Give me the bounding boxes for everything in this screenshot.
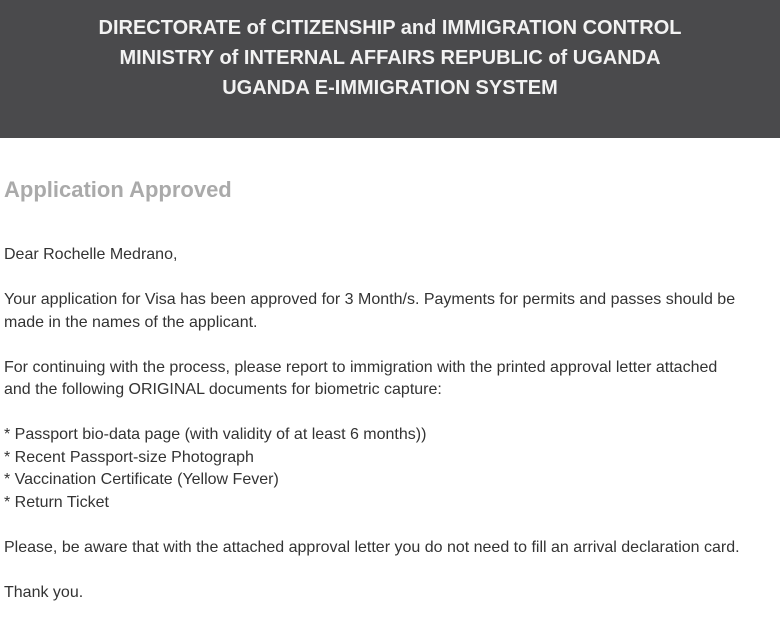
- documents-list: [4, 424, 744, 514]
- document-item: * Vaccination Certificate (Yellow Fever): [4, 471, 279, 488]
- document-item: * Return Ticket: [4, 493, 109, 511]
- approval-paragraph: Your application for Visa has been approved for 3 Month/s. Payments for permits and passes should be made in the names of the applicant.: [4, 291, 736, 331]
- email-body: [4, 244, 744, 604]
- instructions-paragraph: For continuing with the process, please report to immigration with the printed approval letter attached and the following ORIGINAL documents for biometric capture:: [4, 358, 718, 398]
- header-line-system: UGANDA E-IMMIGRATION SYSTEM: [222, 77, 558, 99]
- document-item: * Recent Passport-size Photograph: [4, 448, 254, 466]
- closing: Thank you.: [4, 583, 84, 601]
- page-title: Application Approved: [4, 177, 232, 202]
- document-item: * Passport bio-data page (with validity of at least 6 months)): [4, 426, 427, 443]
- email-header: [0, 0, 780, 138]
- notice-paragraph: Please, be aware that with the attached approval letter you do not need to fill an arrival declaration card.: [4, 538, 740, 556]
- header-line-directorate: DIRECTORATE of CITIZENSHIP and IMMIGRATION CONTROL: [98, 17, 682, 39]
- header-line-ministry: MINISTRY of INTERNAL AFFAIRS REPUBLIC of UGANDA: [119, 47, 661, 69]
- greeting: Dear Rochelle Medrano,: [4, 246, 178, 263]
